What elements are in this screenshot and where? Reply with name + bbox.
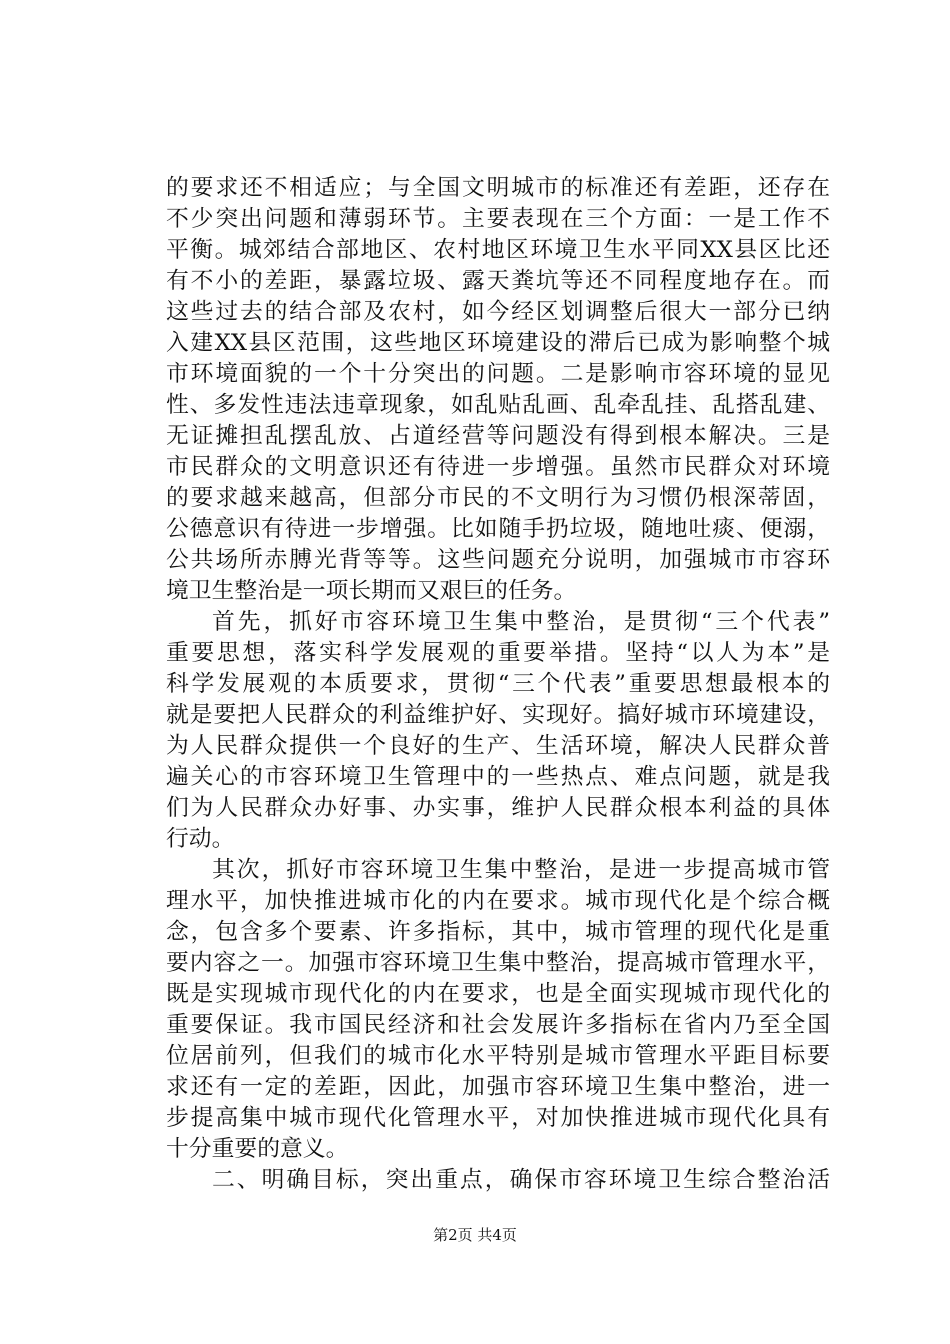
text-line: 理水平，加快推进城市化的内在要求。城市现代化是个综合概	[166, 888, 830, 914]
page-footer: 第2页 共4页	[433, 1226, 517, 1244]
text-line: 位居前列，但我们的城市化水平特别是城市管理水平距目标要	[166, 1043, 830, 1069]
text-line: 入建XX县区范围，这些地区环境建设的滞后已成为影响整个城	[166, 330, 830, 356]
text-line: 不少突出问题和薄弱环节。主要表现在三个方面：一是工作不	[166, 206, 830, 232]
text-line: 二、明确目标，突出重点，确保市容环境卫生综合整治活	[212, 1167, 830, 1193]
text-line: 有不小的差距，暴露垃圾、露天粪坑等还不同程度地存在。而	[166, 268, 830, 294]
text-line: 市环境面貌的一个十分突出的问题。二是影响市容环境的显见	[166, 361, 830, 387]
text-line: 的要求还不相适应；与全国文明城市的标准还有差距，还存在	[166, 175, 830, 201]
text-line: 的要求越来越高，但部分市民的不文明行为习惯仍根深蒂固，	[166, 485, 830, 511]
text-line: 这些过去的结合部及农村，如今经区划调整后很大一部分已纳	[166, 299, 830, 325]
text-line: 十分重要的意义。	[166, 1136, 349, 1162]
text-line: 求还有一定的差距，因此，加强市容环境卫生集中整治，进一	[166, 1074, 830, 1100]
text-line: 无证摊担乱摆乱放、占道经营等问题没有得到根本解决。三是	[166, 423, 830, 449]
text-line: 平衡。城郊结合部地区、农村地区环境卫生水平同XX县区比还	[166, 237, 830, 263]
text-line: 们为人民群众办好事、办实事，维护人民群众根本利益的具体	[166, 795, 830, 821]
text-line: 为人民群众提供一个良好的生产、生活环境，解决人民群众普	[166, 733, 830, 759]
text-line: 首先，抓好市容环境卫生集中整治，是贯彻“三个代表”	[212, 609, 830, 635]
text-line: 市民群众的文明意识还有待进一步增强。虽然市民群众对环境	[166, 454, 830, 480]
text-line: 遍关心的市容环境卫生管理中的一些热点、难点问题，就是我	[166, 764, 830, 790]
text-line: 既是实现城市现代化的内在要求，也是全面实现城市现代化的	[166, 981, 830, 1007]
text-line: 行动。	[166, 826, 235, 852]
text-line: 重要思想，落实科学发展观的重要举措。坚持“以人为本”是	[166, 640, 830, 666]
text-line: 念，包含多个要素、许多指标，其中，城市管理的现代化是重	[166, 919, 830, 945]
text-line: 就是要把人民群众的利益维护好、实现好。搞好城市环境建设，	[166, 702, 830, 728]
body-text	[166, 173, 830, 1196]
text-line: 重要保证。我市国民经济和社会发展许多指标在省内乃至全国	[166, 1012, 830, 1038]
text-line: 境卫生整治是一项长期而又艰巨的任务。	[166, 578, 577, 604]
text-line: 性、多发性违法违章现象，如乱贴乱画、乱牵乱挂、乱搭乱建、	[166, 392, 830, 418]
text-line: 要内容之一。加强市容环境卫生集中整治，提高城市管理水平，	[166, 950, 830, 976]
text-line: 科学发展观的本质要求，贯彻“三个代表”重要思想最根本的	[166, 671, 830, 697]
text-line: 公共场所赤膊光背等等。这些问题充分说明，加强城市市容环	[166, 547, 830, 573]
text-line: 步提高集中城市现代化管理水平，对加快推进城市现代化具有	[166, 1105, 830, 1131]
text-line: 其次，抓好市容环境卫生集中整治，是进一步提高城市管	[212, 857, 830, 883]
text-line: 公德意识有待进一步增强。比如随手扔垃圾，随地吐痰、便溺，	[166, 516, 830, 542]
